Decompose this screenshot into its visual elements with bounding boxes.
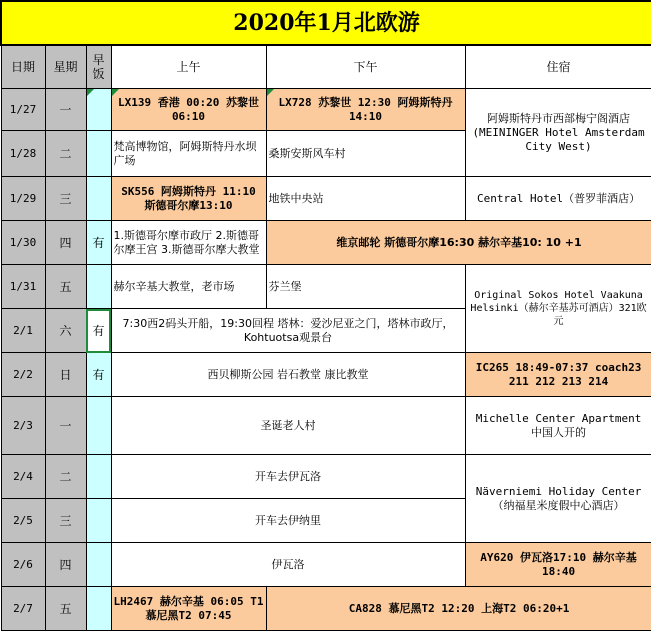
cell-week[interactable]: 一 [45, 397, 86, 455]
header-am[interactable]: 上午 [111, 45, 266, 89]
cell-breakfast[interactable] [86, 499, 111, 543]
sheet-title[interactable]: 2020年1月北欧游 [1, 1, 651, 45]
cell-date[interactable]: 2/1 [1, 309, 45, 353]
cell-week[interactable]: 四 [45, 543, 86, 587]
cell-week[interactable]: 三 [45, 177, 86, 221]
cell-week[interactable]: 四 [45, 221, 86, 265]
cell-date[interactable]: 2/3 [1, 397, 45, 455]
cell-am[interactable]: LX139 香港 00:20 苏黎世 06:10 [111, 89, 266, 131]
cell-breakfast[interactable] [86, 543, 111, 587]
cell-pm[interactable]: LX728 苏黎世 12:30 阿姆斯特丹 14:10 [266, 89, 465, 131]
cell-pm[interactable]: 地铁中央站 [266, 177, 465, 221]
header-week[interactable]: 星期 [45, 45, 86, 89]
cell-breakfast[interactable]: 有 [86, 353, 111, 397]
cell-week[interactable]: 一 [45, 89, 86, 131]
cell-day-span[interactable]: 开车去伊纳里 [111, 499, 465, 543]
cell-week[interactable]: 五 [45, 587, 86, 631]
cell-hotel[interactable]: Central Hotel（普罗菲酒店） [465, 177, 651, 221]
table-row [1, 265, 651, 309]
cell-date[interactable]: 2/4 [1, 455, 45, 499]
cell-week[interactable]: 五 [45, 265, 86, 309]
cell-week[interactable]: 日 [45, 353, 86, 397]
cell-date[interactable]: 2/5 [1, 499, 45, 543]
cell-breakfast[interactable] [86, 177, 111, 221]
cell-hotel[interactable]: 阿姆斯特丹市西部梅宁阁酒店(MEININGER Hotel Amsterdam City West) [465, 89, 651, 177]
cell-week[interactable]: 二 [45, 131, 86, 177]
cell-week[interactable]: 六 [45, 309, 86, 353]
cell-hotel[interactable]: IC265 18:49-07:37 coach23 211 212 213 214 [465, 353, 651, 397]
cell-breakfast[interactable] [86, 89, 111, 131]
cell-date[interactable]: 2/7 [1, 587, 45, 631]
cell-breakfast-selected[interactable]: 有 [86, 309, 111, 353]
table-row [1, 353, 651, 397]
cell-week[interactable]: 三 [45, 499, 86, 543]
cell-day-span[interactable]: 圣诞老人村 [111, 397, 465, 455]
cell-am[interactable]: SK556 阿姆斯特丹 11:10 斯德哥尔摩13:10 [111, 177, 266, 221]
header-breakfast[interactable]: 早饭 [86, 45, 111, 89]
cell-breakfast[interactable] [86, 455, 111, 499]
cell-date[interactable]: 1/30 [1, 221, 45, 265]
cell-pm[interactable]: 芬兰堡 [266, 265, 465, 309]
cell-day-span[interactable]: 伊瓦洛 [111, 543, 465, 587]
table-row [1, 543, 651, 587]
cell-pm[interactable]: 桑斯安斯风车村 [266, 131, 465, 177]
cell-am[interactable]: 梵高博物馆，阿姆斯特丹水坝广场 [111, 131, 266, 177]
cell-hotel[interactable]: Original Sokos Hotel Vaakuna Helsinki（赫尔辛基苏可酒店）321欧元 [465, 265, 651, 353]
cell-date[interactable]: 2/2 [1, 353, 45, 397]
cell-day-span[interactable]: 开车去伊瓦洛 [111, 455, 465, 499]
cell-day-span[interactable]: 西贝柳斯公园 岩石教堂 康比教堂 [111, 353, 465, 397]
cell-date[interactable]: 1/29 [1, 177, 45, 221]
cell-am[interactable]: 赫尔辛基大教堂，老市场 [111, 265, 266, 309]
cell-pm-span[interactable]: CA828 慕尼黑T2 12:20 上海T2 06:20+1 [266, 587, 651, 631]
table-row [1, 89, 651, 131]
cell-date[interactable]: 1/27 [1, 89, 45, 131]
table-row [1, 455, 651, 499]
header-date[interactable]: 日期 [1, 45, 45, 89]
cell-breakfast[interactable] [86, 131, 111, 177]
cell-hotel[interactable]: Michelle Center Apartment 中国人开的 [465, 397, 651, 455]
cell-date[interactable]: 1/31 [1, 265, 45, 309]
cell-date[interactable]: 1/28 [1, 131, 45, 177]
header-hotel[interactable]: 住宿 [465, 45, 651, 89]
table-row [1, 397, 651, 455]
cell-breakfast[interactable] [86, 397, 111, 455]
cell-am[interactable]: LH2467 赫尔辛基 06:05 T1 慕尼黑T2 07:45 [111, 587, 266, 631]
cell-week[interactable]: 二 [45, 455, 86, 499]
cell-breakfast[interactable] [86, 587, 111, 631]
table-row [1, 177, 651, 221]
header-pm[interactable]: 下午 [266, 45, 465, 89]
cell-am[interactable]: 1.斯德哥尔摩市政厅 2.斯德哥尔摩王宫 3.斯德哥尔摩大教堂 [111, 221, 266, 265]
cell-date[interactable]: 2/6 [1, 543, 45, 587]
table-row [1, 221, 651, 265]
cell-day-span[interactable]: 7:30西2码头开船，19:30回程 塔林：爱沙尼亚之门，塔林市政厅，Kohtuotsa观景台 [111, 309, 465, 353]
table-row [1, 587, 651, 631]
cell-hotel[interactable]: Näverniemi Holiday Center（纳福星米度假中心酒店） [465, 455, 651, 543]
cell-hotel[interactable]: AY620 伊瓦洛17:10 赫尔辛基 18:40 [465, 543, 651, 587]
cell-breakfast[interactable] [86, 265, 111, 309]
cell-pm-span[interactable]: 维京邮轮 斯德哥尔摩16:30 赫尔辛基10: 10 +1 [266, 221, 651, 265]
cell-breakfast[interactable]: 有 [86, 221, 111, 265]
